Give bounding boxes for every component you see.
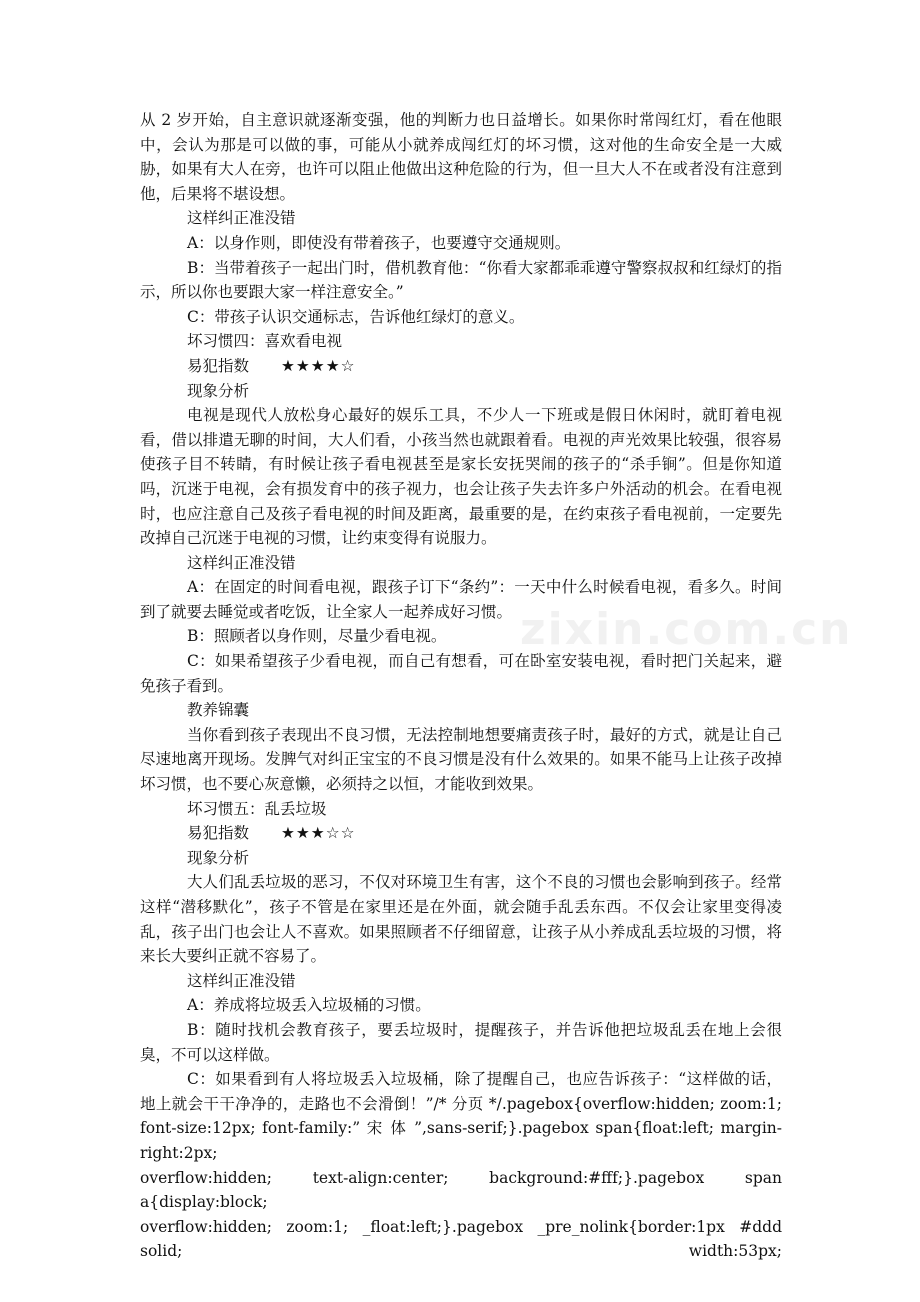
tip-a: A：以身作则，即使没有带着孩子，也要遵守交通规则。 bbox=[187, 233, 571, 252]
document-body bbox=[140, 108, 782, 1264]
tip-c-line: C：如果看到有人将垃圾丢入垃圾桶，除了提醒自己，也应告诉孩子：“这样做的话， bbox=[187, 1070, 782, 1089]
watermark: zixin.com.cn bbox=[520, 604, 853, 655]
paragraph: 从 2 岁开始，自主意识就逐渐变强，他的判断力也日益增长。如果你时常闯红灯，看在他眼中，会认为那是可以做的事，可能从小就养成闯红灯的坏习惯，这对他的生命安全是一大威胁，如果有大人在旁，也许可以阻止他做出这种危险的行为，但一旦大人不在或者没有注意到他，后果将不堪设想。 bbox=[140, 111, 782, 203]
rating-stars: ★★★☆☆ bbox=[281, 824, 356, 843]
habit-heading: 坏习惯四：喜欢看电视 bbox=[187, 332, 343, 351]
rating-row bbox=[140, 821, 782, 846]
tip-b: B：随时找机会教育孩子，要丢垃圾时，提醒孩子，并告诉他把垃圾乱丢在地上会很臭，不可以这样做。 bbox=[140, 1020, 782, 1064]
section-heading: 现象分析 bbox=[187, 381, 250, 400]
paragraph: 大人们乱丢垃圾的恶习，不仅对环境卫生有害，这个不良的习惯也会影响到孩子。经常这样“潜移默化”，孩子不管是在家里还是在外面，就会随手乱丢东西。不仅会让家里变得凌乱，孩子出门也会让人不喜欢。如果照顾者不仔细留意，让孩子从小养成乱丢垃圾的习惯，将来长大要纠正就不容易了。 bbox=[140, 873, 782, 966]
code-line: overflow:hidden; text-align:center; background:#fff;}.pagebox span a{display:block; bbox=[140, 1168, 782, 1212]
section-heading: 现象分析 bbox=[187, 848, 250, 867]
habit-heading: 坏习惯五：乱丢垃圾 bbox=[187, 799, 327, 818]
paragraph: 电视是现代人放松身心最好的娱乐工具，不少人一下班或是假日休闲时，就盯着电视看，借以排遣无聊的时间，大人们看，小孩当然也就跟着看。电视的声光效果比较强，很容易使孩子目不转睛，有时候让孩子看电视甚至是家长安抚哭闹的孩子的“杀手锏”。但是你知道吗，沉迷于电视，会有损发育中的孩子视力，也会让孩子失去许多户外活动的机会。在看电视时，也应注意自己及孩子看电视的时间及距离，最重要的是，在约束孩子看电视前，一定要先改掉自己沉迷于电视的习惯，让约束变得有说服力。 bbox=[140, 406, 782, 548]
rating-row bbox=[140, 354, 782, 379]
section-heading: 这样纠正准没错 bbox=[187, 971, 296, 990]
code-line: font-size:12px; font-family:” 宋 体 ”,sans-serif;}.pagebox span{float:left; margin-right:2px; bbox=[140, 1119, 782, 1162]
tip-a: A：在固定的时间看电视，跟孩子订下“条约”：一天中什么时候看电视，看多久。时间到了就要去睡觉或者吃饭，让全家人一起养成好习惯。 bbox=[140, 578, 782, 621]
tip-c: C：带孩子认识交通标志，告诉他红绿灯的意义。 bbox=[187, 307, 525, 326]
rating-label: 易犯指数 bbox=[187, 824, 250, 843]
rating-label: 易犯指数 bbox=[187, 356, 250, 375]
tip-c: C：如果希望孩子少看电视，而自己有想看，可在卧室安装电视，看时把门关起来，避免孩子看到。 bbox=[140, 652, 782, 695]
section-heading: 这样纠正准没错 bbox=[187, 553, 296, 572]
paragraph: 当你看到孩子表现出不良习惯，无法控制地想要痛责孩子时，最好的方式，就是让自己尽速地离开现场。发脾气对纠正宝宝的不良习惯是没有什么效果的。如果不能马上让孩子改掉坏习惯，也不要心灰意懒，必须持之以恒，才能收到效果。 bbox=[140, 725, 782, 794]
code-line: overflow:hidden; zoom:1; _float:left;}.pagebox _pre_nolink{border:1px #ddd solid; width:53px; bbox=[140, 1217, 782, 1261]
code-line: 地上就会干干净净的，走路也不会滑倒！”/* 分页 */.pagebox{overflow:hidden; zoom:1; bbox=[140, 1094, 782, 1113]
tip-b: B：照顾者以身作则，尽量少看电视。 bbox=[187, 627, 447, 646]
section-heading: 教养锦囊 bbox=[187, 701, 250, 720]
rating-stars: ★★★★☆ bbox=[281, 356, 356, 375]
tip-a: A：养成将垃圾丢入垃圾桶的习惯。 bbox=[187, 996, 431, 1015]
section-heading: 这样纠正准没错 bbox=[187, 209, 296, 228]
tip-b: B：当带着孩子一起出门时，借机教育他：“你看大家都乖乖遵守警察叔叔和红绿灯的指示，所以你也要跟大家一样注意安全。” bbox=[140, 258, 782, 302]
